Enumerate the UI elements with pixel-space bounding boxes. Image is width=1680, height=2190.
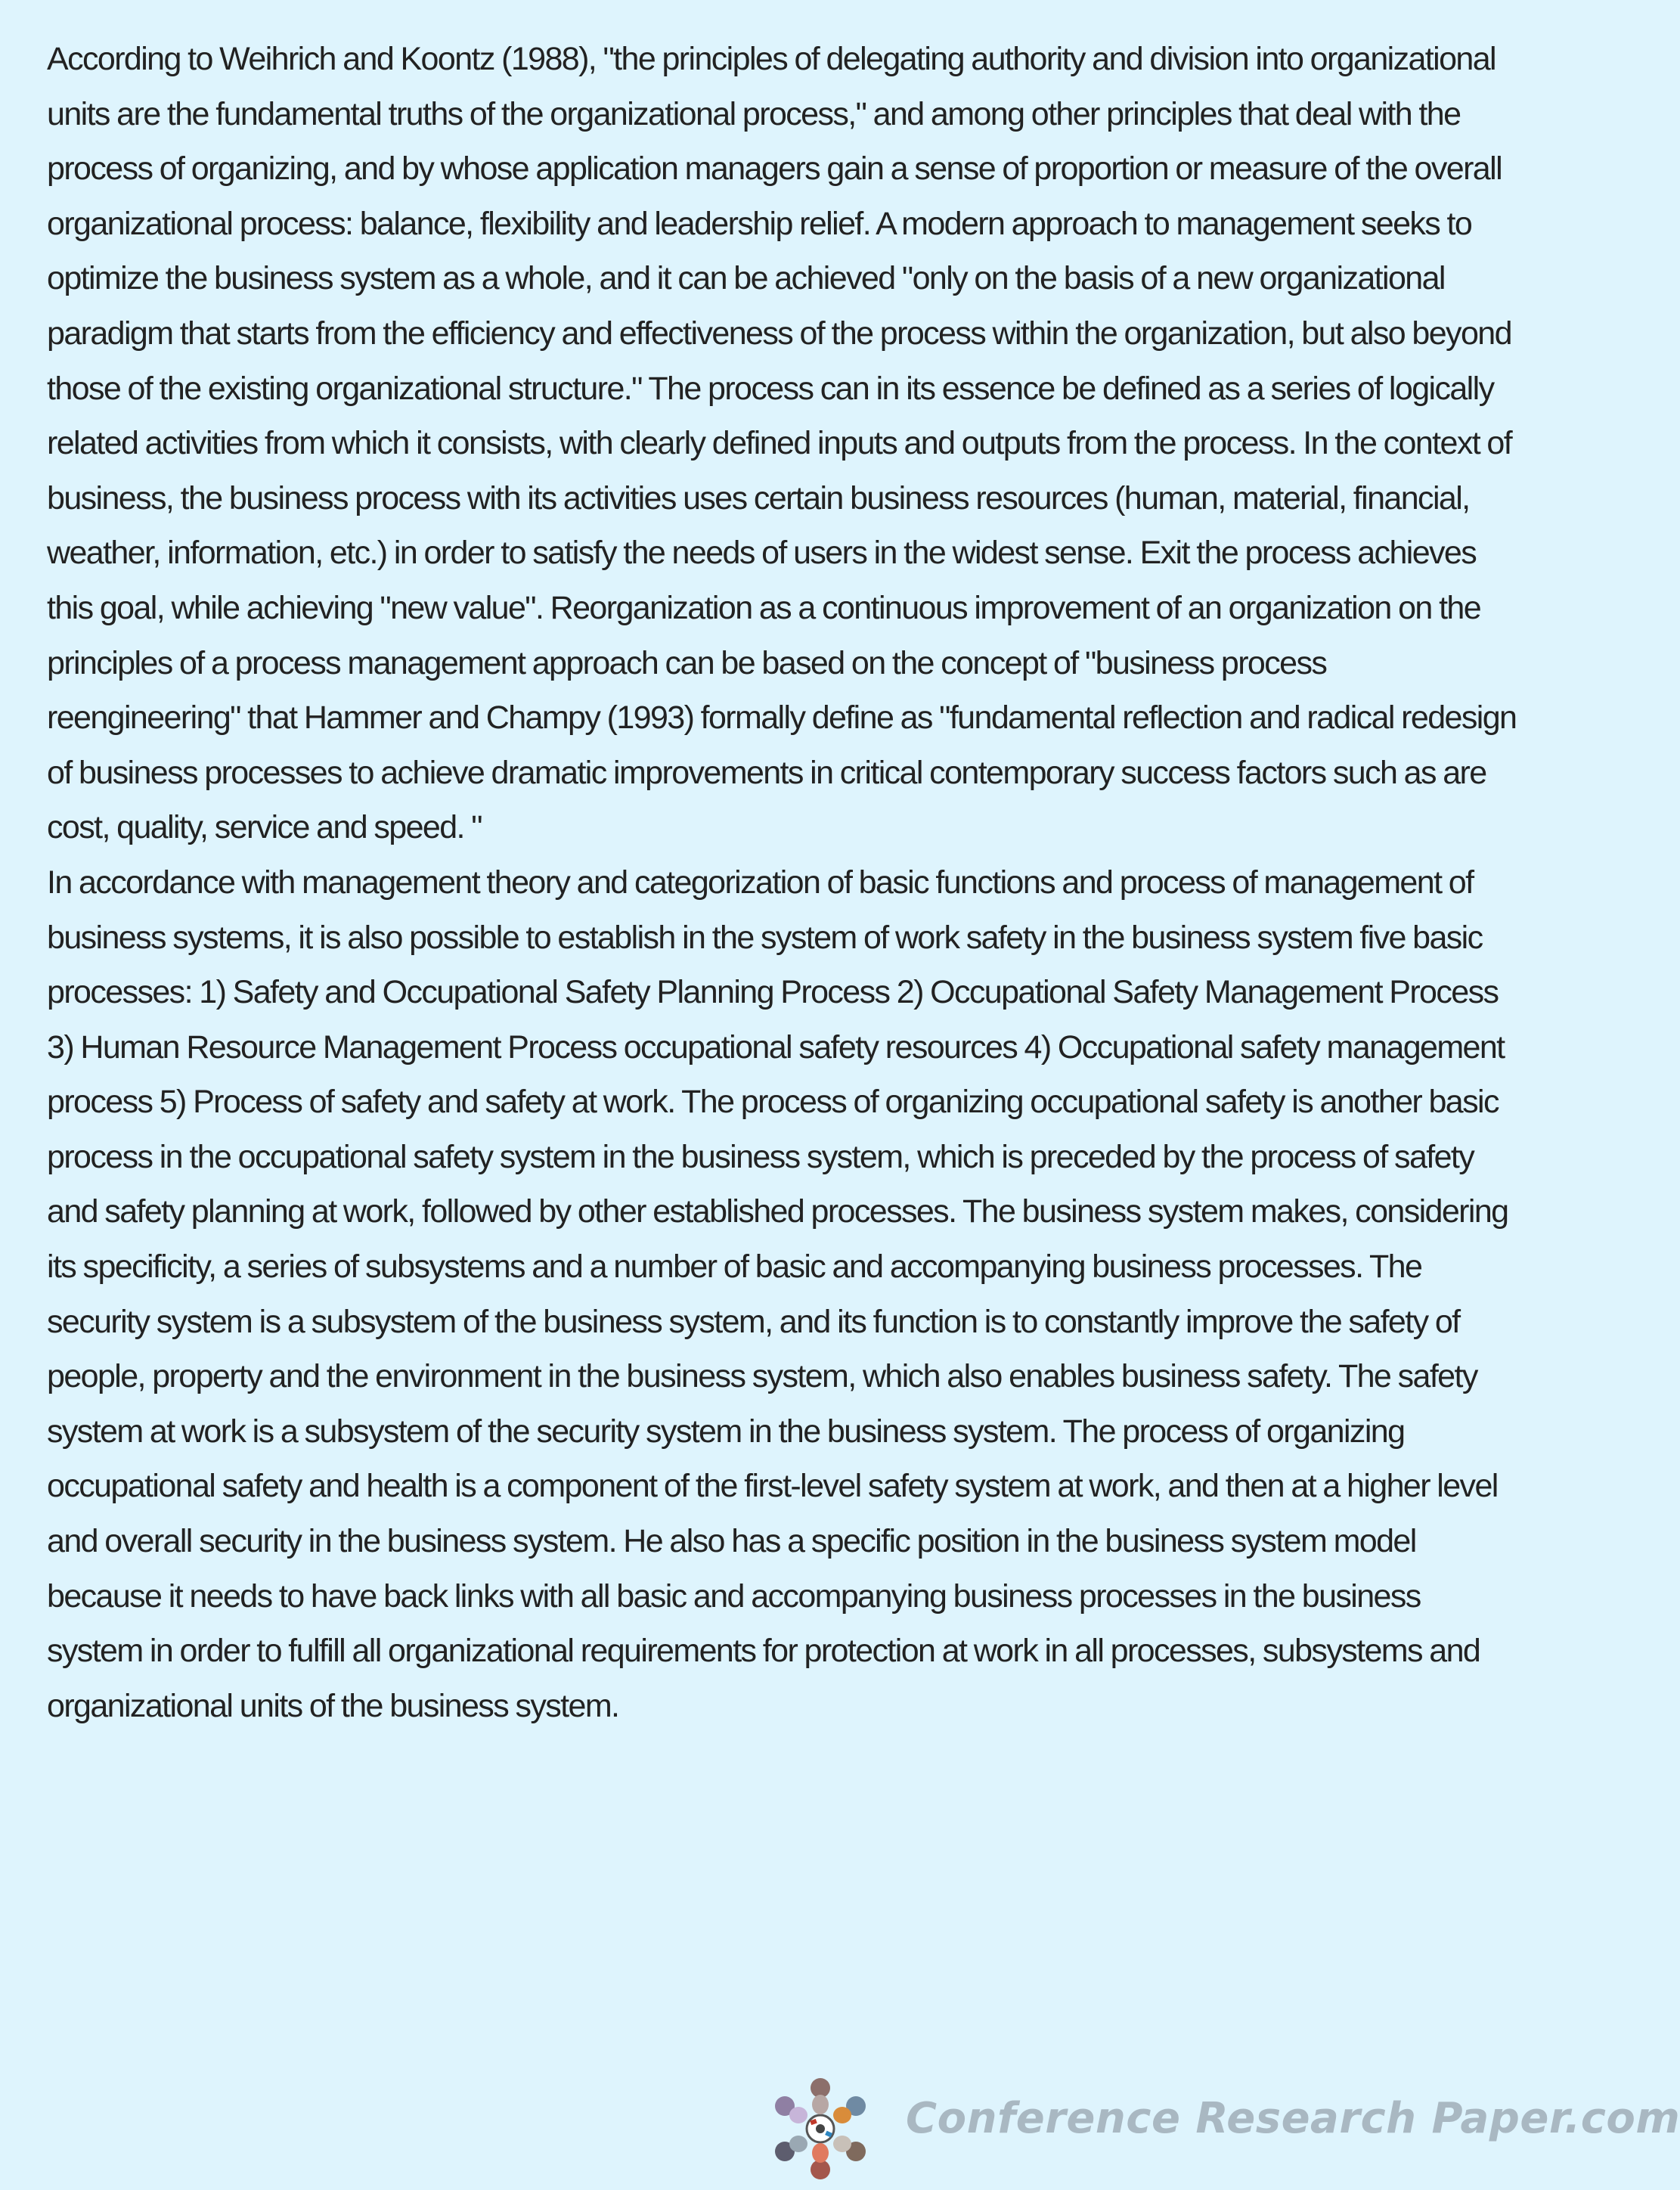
- brand-name: Conference Research Paper.com: [906, 2094, 1680, 2143]
- document-body: [47, 32, 1521, 1733]
- people-circle-logo-icon: [764, 2076, 877, 2182]
- paragraph-2: In accordance with management theory and categorization of basic functions and process of management of business systems, it is also possible to establish in the system of work safety in the business system five basic processes: 1) Safety and Occupational Safety Planning Process 2) Occupational Safety Management Process 3) Human Resource Management Process occupational safety resources 4) Occupational safety management process 5) Process of safety and safety at work. The process of organizing occupational safety is another basic process in the occupational safety system in the business system, which is preceded by the process of safety and safety planning at work, followed by other established processes. The business system makes, considering its specificity, a series of subsystems and a number of basic and accompanying business processes. The security system is a subsystem of the business system, and its function is to constantly improve the safety of people, property and the environment in the business system, which also enables business safety. The safety system at work is a subsystem of the security system in the business system. The process of organizing occupational safety and health is a component of the first-level safety system at work, and then at a higher level and overall security in the business system. He also has a specific position in the business system model because it needs to have back links with all basic and accompanying business processes in the business system in order to fulfill all organizational requirements for protection at work in all processes, subsystems and organizational units of the business system.: [47, 864, 1508, 1724]
- footer-brand: [764, 2076, 1680, 2182]
- paragraph-1: According to Weihrich and Koontz (1988), "the principles of delegating authority and division into organizational units are the fundamental truths of the organizational process," and among other principles that deal with the process of organizing, and by whose application managers gain a sense of proportion or measure of the overall organizational process: balance, flexibility and leadership relief. A modern approach to management seeks to optimize the business system as a whole, and it can be achieved "only on the basis of a new organizational paradigm that starts from the efficiency and effectiveness of the process within the organization, but also beyond those of the existing organizational structure." The process can in its essence be defined as a series of logically related activities from which it consists, with clearly defined inputs and outputs from the process. In the context of business, the business process with its activities uses certain business resources (human, material, financial, weather, information, etc.) in order to satisfy the needs of users in the widest sense. Exit the process achieves this goal, while achieving "new value". Reorganization as a continuous improvement of an organization on the principles of a process management approach can be based on the concept of "business process reengineering" that Hammer and Champy (1993) formally define as "fundamental reflection and radical redesign of business processes to achieve dramatic improvements in critical contemporary success factors such as are cost, quality, service and speed. ": [47, 41, 1517, 846]
